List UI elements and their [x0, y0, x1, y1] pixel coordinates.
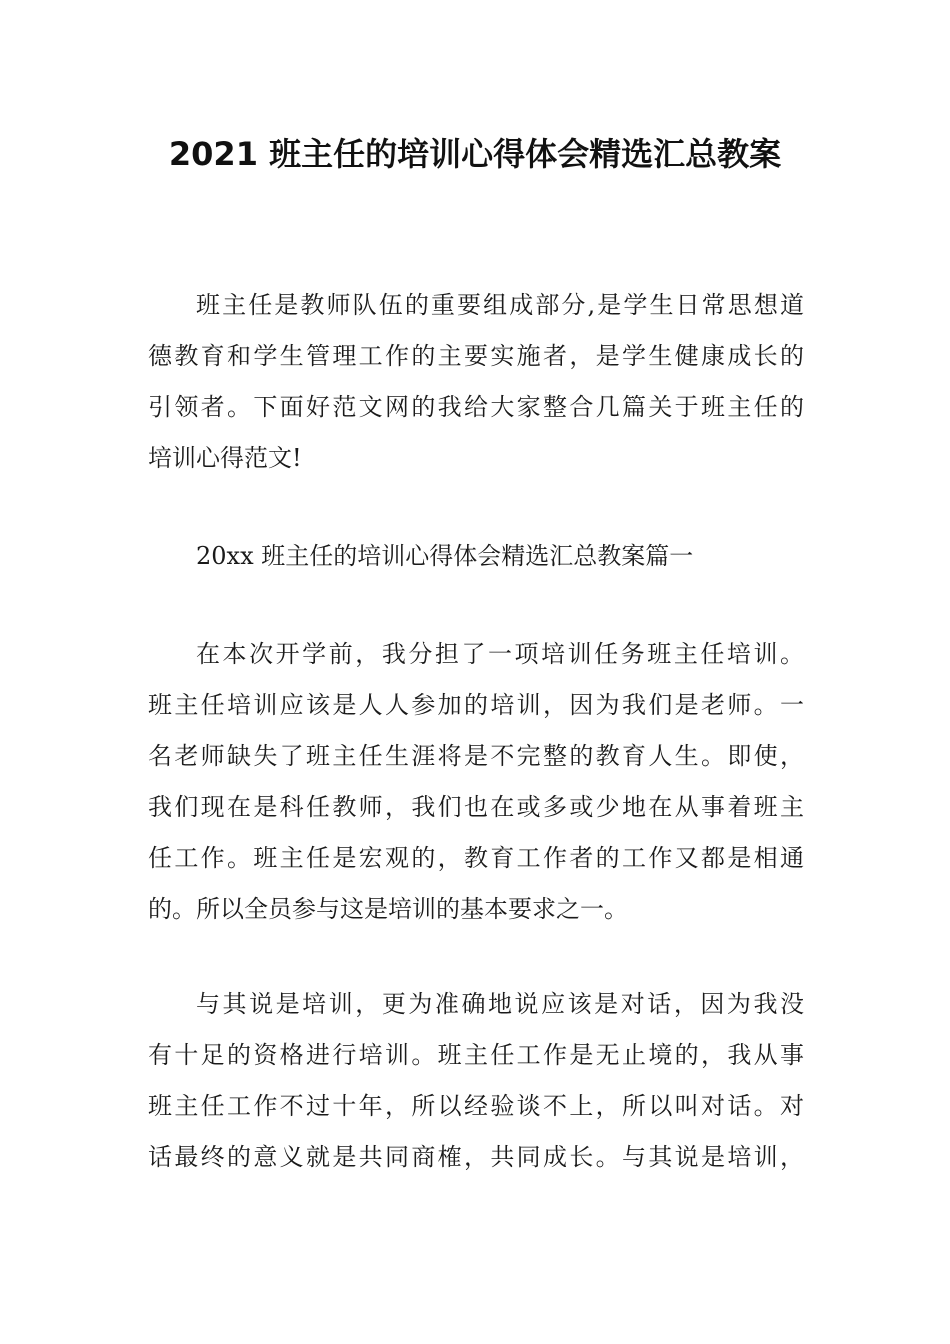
intro-line-2: 德教育和学生管理工作的主要实施者，是学生健康成长的 — [148, 342, 804, 370]
paragraph1-line-1: 在本次开学前，我分担了一项培训任务班主任培训。 — [196, 640, 804, 668]
intro-line-3: 引领者。下面好范文网的我给大家整合几篇关于班主任的 — [148, 393, 804, 421]
paragraph1-line-3: 名老师缺失了班主任生涯将是不完整的教育人生。即使， — [148, 742, 804, 770]
paragraph2-line-3: 班主任工作不过十年，所以经验谈不上，所以叫对话。对 — [148, 1092, 804, 1120]
section-heading: 20xx 班主任的培训心得体会精选汇总教案篇一 — [196, 542, 694, 570]
paragraph2-line-4: 话最终的意义就是共同商榷，共同成长。与其说是培训， — [148, 1143, 804, 1171]
paragraph1-line-5: 任工作。班主任是宏观的，教育工作者的工作又都是相通 — [148, 844, 804, 872]
paragraph1-line-6: 的。所以全员参与这是培训的基本要求之一。 — [148, 895, 628, 923]
paragraph1-line-2: 班主任培训应该是人人参加的培训，因为我们是老师。一 — [148, 691, 804, 719]
paragraph1-line-4: 我们现在是科任教师，我们也在或多或少地在从事着班主 — [148, 793, 804, 821]
intro-line-1: 班主任是教师队伍的重要组成部分,是学生日常思想道 — [196, 291, 804, 319]
paragraph2-line-1: 与其说是培训，更为准确地说应该是对话，因为我没 — [196, 990, 804, 1018]
paragraph2-line-2: 有十足的资格进行培训。班主任工作是无止境的，我从事 — [148, 1041, 804, 1069]
document-title: 2021 班主任的培训心得体会精选汇总教案 — [168, 135, 782, 173]
intro-line-4: 培训心得范文! — [148, 444, 302, 472]
